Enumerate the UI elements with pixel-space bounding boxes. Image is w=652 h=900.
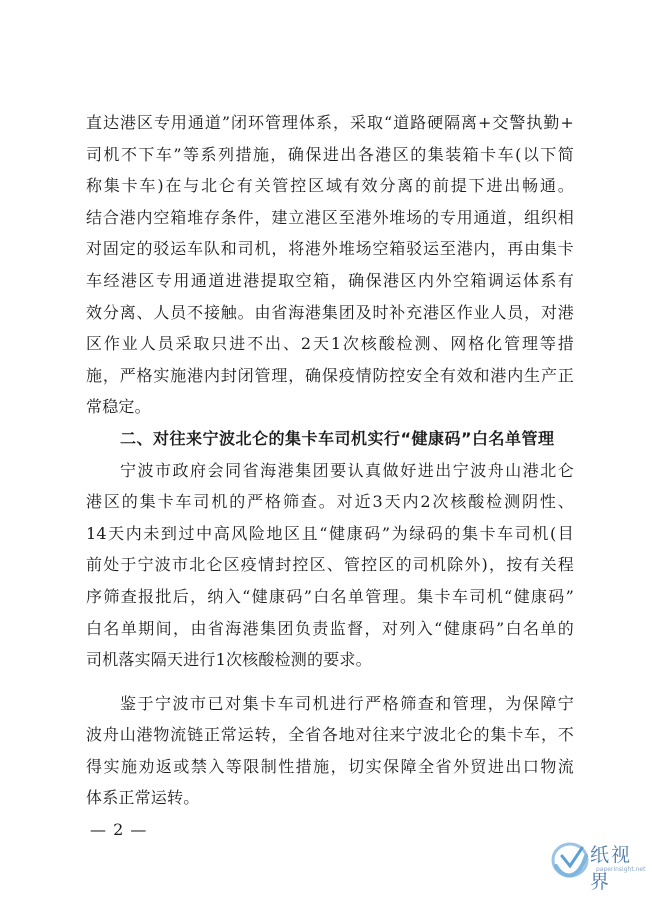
body-line: 前处于宁波市北仑区疫情封控区、管控区的司机除外)，按有关程 xyxy=(86,555,574,575)
body-line: 司机落实隔天进行1次核酸检测的要求。 xyxy=(86,650,372,670)
watermark-logo-icon xyxy=(548,836,594,888)
body-line: 司机不下车”等系列措施，确保进出各港区的集装箱卡车(以下简 xyxy=(86,144,574,164)
body-line: 区作业人员采取只进不出、2天1次核酸检测、网格化管理等措 xyxy=(86,334,574,354)
body-line: 体系正常运转。 xyxy=(86,788,200,808)
body-line: 得实施劝返或禁入等限制性措施，切实保障全省外贸进出口物流 xyxy=(86,756,574,776)
body-line: 施，严格实施港内封闭管理，确保疫情防控安全有效和港内生产正 xyxy=(86,365,574,385)
body-line: 效分离、人员不接触。由省海港集团及时补充港区作业人员，对港 xyxy=(86,302,574,322)
body-line: 称集卡车)在与北仑有关管控区域有效分离的前提下进出畅通。 xyxy=(86,176,574,196)
watermark xyxy=(548,836,648,896)
watermark-name: 纸视界 xyxy=(590,844,633,893)
body-line: 宁波市政府会同省海港集团要认真做好进出宁波舟山港北仑 xyxy=(120,460,574,480)
body-line: 序筛查报批后，纳入“健康码”白名单管理。集卡车司机“健康码” xyxy=(86,586,574,606)
body-line: 鉴于宁波市已对集卡车司机进行严格筛查和管理，为保障宁 xyxy=(120,693,574,713)
section-heading: 二、对往来宁波北仑的集卡车司机实行“健康码”白名单管理 xyxy=(120,428,555,448)
body-line: 对固定的驳运车队和司机，将港外堆场空箱驳运至港内，再由集卡 xyxy=(86,239,574,259)
body-line: 常稳定。 xyxy=(86,397,151,417)
watermark-url: paperinsight.net xyxy=(596,866,646,873)
body-line: 车经港区专用通道进港提取空箱，确保港区内外空箱调运体系有 xyxy=(86,270,574,290)
body-line: 直达港区专用通道”闭环管理体系，采取“道路硬隔离+交警执勤+ xyxy=(86,113,574,132)
document-body xyxy=(86,107,574,814)
body-line: 波舟山港物流链正常运转，全省各地对往来宁波北仑的集卡车，不 xyxy=(86,725,574,745)
body-line: 白名单期间，由省海港集团负责监督，对列入“健康码”白名单的 xyxy=(86,618,574,638)
body-line: 14天内未到过中高风险地区且“健康码”为绿码的集卡车司机(目 xyxy=(86,523,574,543)
body-line: 结合港内空箱堆存条件，建立港区至港外堆场的专用通道，组织相 xyxy=(86,207,574,227)
body-line: 港区的集卡车司机的严格筛查。对近3天内2次核酸检测阴性、 xyxy=(86,492,574,512)
page-number: — 2 — xyxy=(90,820,148,839)
